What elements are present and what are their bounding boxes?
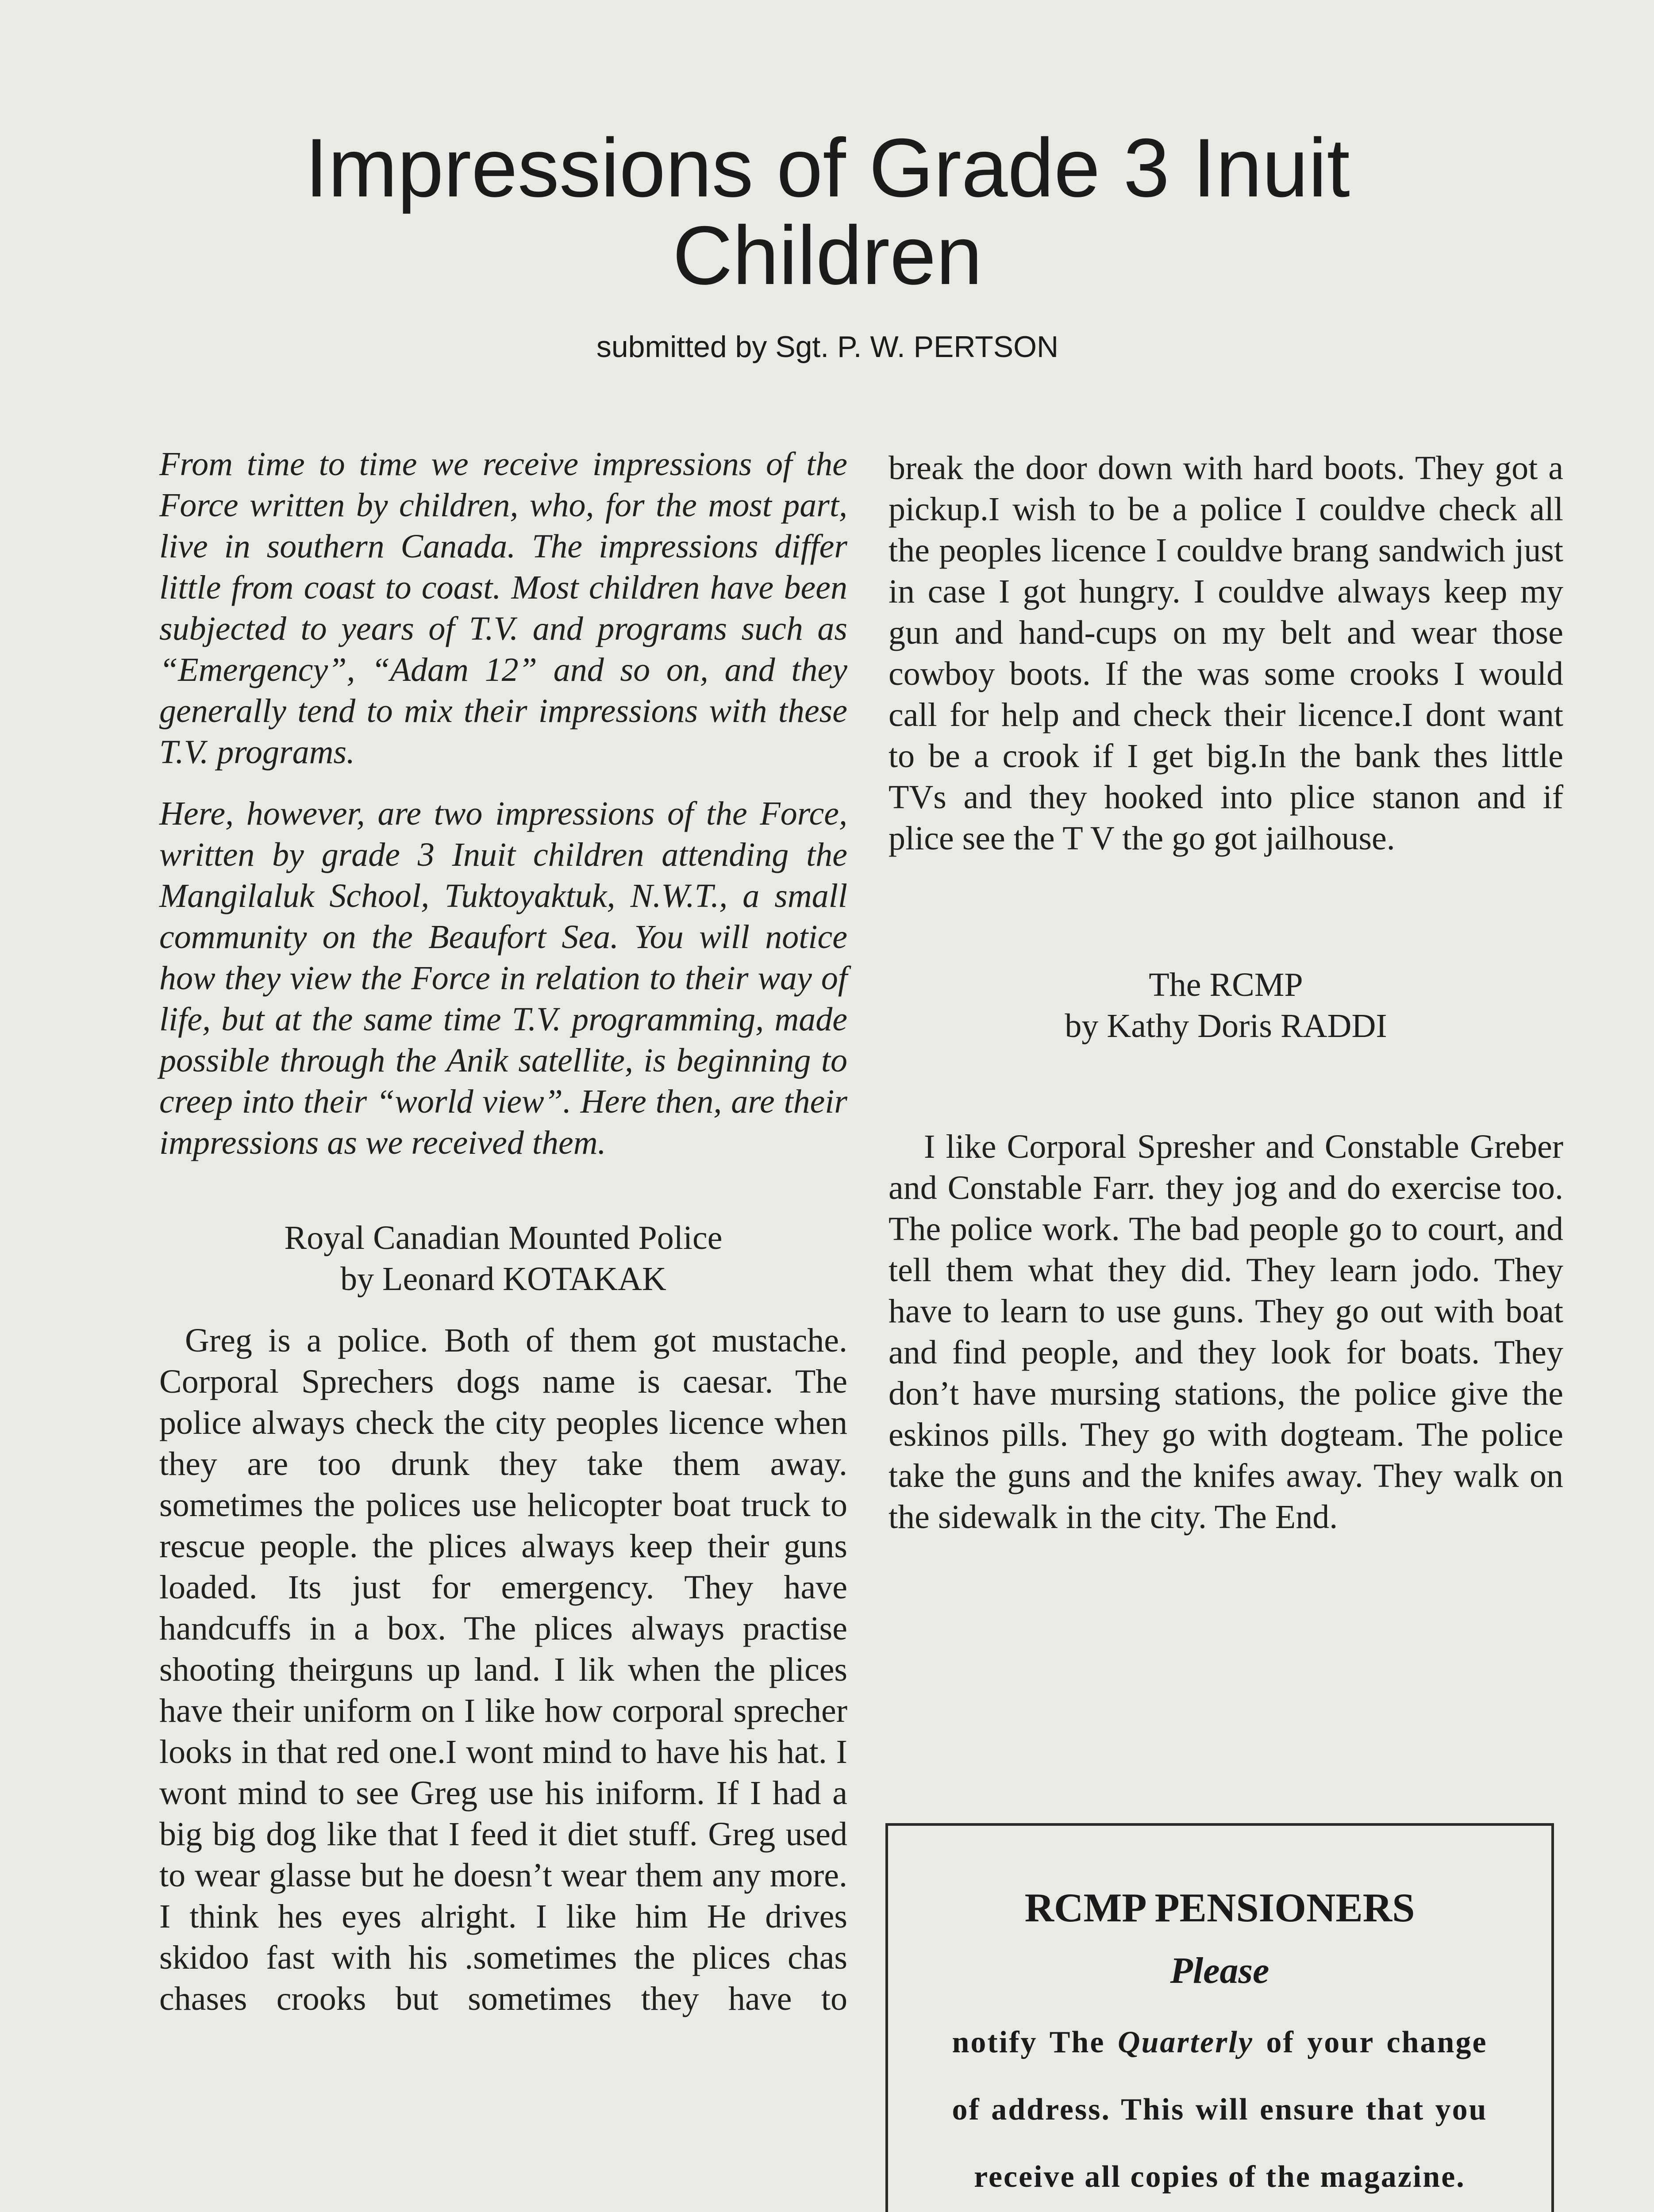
notice-text-emphasis: Quarterly (1117, 2025, 1254, 2059)
introduction (159, 444, 847, 1164)
story1-author: by Leonard KOTAKAK (340, 1260, 666, 1298)
notice-please: Please (1170, 1950, 1269, 1991)
section-spacer (159, 1164, 847, 1217)
section-spacer (889, 859, 1563, 964)
story1-body-part2: break the door down with hard boots. They got a pickup.I wish to be a police I couldve check all the peoples licence I couldve brang sandwich just in case I got hungry. I couldve always keep my gun and hand-cups on my belt and wear those cowboy boots. If the was some crooks I would call for help and check their licence.I dont want to be a crook if I get big.In the bank thes little TVs and they hooked into plice stanon and if plice see the T V the go got jailhouse. (889, 449, 1563, 857)
intro-paragraph-2: Here, however, are two impressions of the Force, written by grade 3 Inuit children attending the Mangilaluk School, Tuktoyaktuk, N.W.T., a small community on the Beaufort Sea. You will notice how they view the Force in relation to their way of life, but at the same time T.V. programming, made possible through the Anik satellite, is beginning to creep into their “world view”. Here then, are their impressions as we received them. (159, 795, 847, 1161)
article-title (146, 121, 1509, 302)
story1-body-part1: Greg is a police. Both of them got mustache. Corporal Sprechers dogs name is caesar. The police always check the city peoples licence when they are too drunk they take them away. sometimes the polices use helicopter boat truck to rescue people. the plices always keep their guns loaded. Its just for emergency. They have handcuffs in a box. The plices always practise shooting theirguns up land. I lik when the plices have their uniform on I like how corporal sprecher looks in that red one.I wont mind to have his hat. I wont mind to see Greg use his iniform. If I had a big big dog like that I feed it diet stuff. Greg used to wear glasse but he doesn’t wear them any more. I think hes eyes alright. I like him He drives skidoo fast with his .sometimes the plices chas chases crooks but sometimes they have to (159, 1322, 847, 2017)
article-title-line2: Children (672, 209, 983, 302)
article-title-line1: Impressions of Grade 3 Inuit (305, 121, 1350, 214)
right-column (889, 448, 1563, 1538)
article-byline: submitted by Sgt. P. W. PERTSON (596, 330, 1059, 364)
story2-body: I like Corporal Spresher and Constable Greber and Constable Farr. they jog and do exercise too. The police work. The bad people go to court, and tell them what they did. They learn jodo. They have to learn to use guns. They go out with boat and find people, and they look for boats. They don’t have mursing stations, the police give the eskinos pills. They go with dogteam. The police take the guns and the knifes away. They walk on the sidewalk in the city. The End. (889, 1128, 1563, 1536)
notice-text (952, 2009, 1488, 2211)
pensioners-notice-box (885, 1823, 1554, 2212)
notice-title: RCMP PENSIONERS (1024, 1885, 1415, 1930)
section-spacer (159, 1300, 847, 1320)
story2-title: The RCMP (1149, 966, 1303, 1003)
notice-text-after: of your change of address. This will ensure that you receive all copies of the magazine. (952, 2025, 1488, 2194)
intro-paragraph-1: From time to time we receive impressions of the Force written by children, who, for the most part, live in southern Canada. The impressions differ little from coast to coast. Most children have been subjected to years of T.V. and programs such as “Emergency”, “Adam 12” and so on, and they generally tend to mix their impressions with these T.V. programs. (159, 445, 847, 771)
story1-title: Royal Canadian Mounted Police (284, 1219, 723, 1256)
story2-author: by Kathy Doris RADDI (1065, 1007, 1387, 1045)
notice-text-before: notify The (952, 2025, 1105, 2059)
section-spacer (889, 1047, 1563, 1126)
left-column (159, 444, 847, 2020)
